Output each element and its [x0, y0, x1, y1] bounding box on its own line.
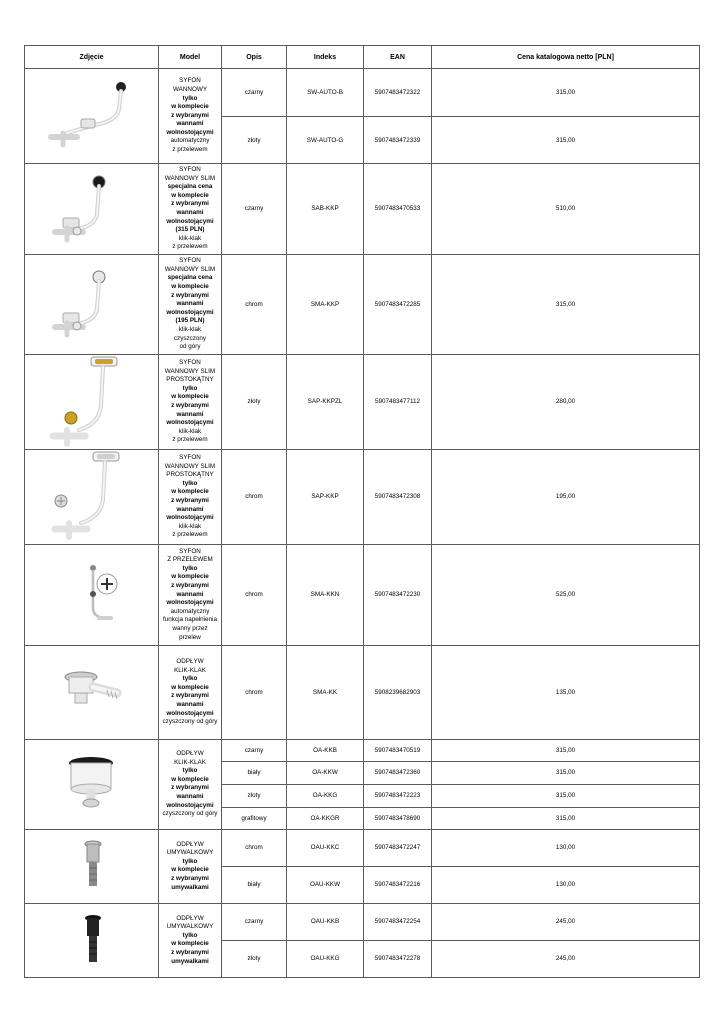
cell-opis: złoty	[222, 354, 287, 449]
product-model	[159, 903, 222, 977]
model-line: automatyczny	[170, 607, 210, 615]
bath-siphon-slim-chrome-icon	[25, 269, 158, 339]
cell-opis: biały	[222, 866, 287, 903]
product-photo	[25, 354, 159, 449]
cell-opis: grafitowy	[222, 807, 287, 829]
model-line: SYFON	[179, 547, 201, 555]
cell-ean: 5907483470533	[364, 164, 432, 255]
model-line: wolnostojącymi	[166, 419, 214, 427]
model-line: klik-klak	[178, 234, 202, 242]
model-line: z wybranymi	[171, 784, 209, 792]
cell-ean: 5907483470519	[364, 739, 432, 761]
cell-opis: czarny	[222, 739, 287, 761]
cell-ean: 5907483472339	[364, 117, 432, 164]
cell-opis: złoty	[222, 784, 287, 807]
bath-siphon-rectangular-gold-icon	[25, 356, 158, 448]
product-model	[159, 544, 222, 645]
product-photo	[25, 829, 159, 903]
cell-cena: 280,00	[432, 354, 700, 449]
cell-ean: 5907483472285	[364, 254, 432, 354]
cell-cena: 195,00	[432, 449, 700, 544]
header-photo: Zdjęcie	[25, 46, 159, 69]
model-line: od góry	[179, 343, 201, 351]
cell-ean: 5907483472322	[364, 69, 432, 117]
cell-cena: 315,00	[432, 784, 700, 807]
product-photo	[25, 164, 159, 255]
table-row	[25, 829, 700, 866]
model-line: ODPŁYW	[176, 840, 204, 848]
cell-opis: chrom	[222, 829, 287, 866]
model-line: wanny przez	[172, 625, 208, 633]
model-line: z wybranymi	[171, 291, 209, 299]
model-line: z przelewem	[172, 243, 208, 251]
model-line: tylko	[182, 94, 198, 102]
model-line: WANNOWY SLIM	[164, 174, 216, 182]
model-line: PROSTOKĄTNY	[166, 471, 214, 479]
cell-opis: chrom	[222, 544, 287, 645]
table-row	[25, 449, 700, 544]
model-line: automatyczny	[170, 137, 210, 145]
model-line: z wybranymi	[171, 111, 209, 119]
cell-indeks: OAU-KKC	[287, 829, 364, 866]
cell-ean: 5907483472360	[364, 761, 432, 784]
product-photo	[25, 903, 159, 977]
model-line: z przelewem	[172, 436, 208, 444]
model-line: z wybranymi	[171, 496, 209, 504]
model-line: wolnostojącymi	[166, 128, 214, 136]
model-line: SYFON	[179, 257, 201, 265]
model-line: z wybranymi	[171, 875, 209, 883]
product-model	[159, 69, 222, 164]
basin-waste-black-icon	[25, 912, 158, 968]
cell-cena: 130,00	[432, 866, 700, 903]
product-model	[159, 449, 222, 544]
model-line: WANNOWY SLIM	[164, 462, 216, 470]
cell-indeks: SMA-KKN	[287, 544, 364, 645]
model-line: specjalna cena	[167, 274, 213, 282]
model-line: wannami	[176, 590, 204, 598]
model-line: w komplecie	[171, 103, 209, 111]
table-row	[25, 354, 700, 449]
model-line: w komplecie	[171, 573, 209, 581]
model-line: wannami	[176, 300, 204, 308]
product-model	[159, 354, 222, 449]
cell-opis: czarny	[222, 164, 287, 255]
cell-indeks: SW-AUTO-G	[287, 117, 364, 164]
product-model	[159, 645, 222, 739]
table-row	[25, 69, 700, 117]
model-line: SYFON	[179, 453, 201, 461]
model-line: klik-klak	[178, 325, 202, 333]
model-line: tylko	[182, 931, 198, 939]
model-line: specjalna cena	[167, 183, 213, 191]
product-model	[159, 164, 222, 255]
model-line: wolnostojącymi	[166, 514, 214, 522]
model-line: z wybranymi	[171, 582, 209, 590]
cell-indeks: SMA-KKP	[287, 254, 364, 354]
model-line: WANNOWY SLIM	[164, 265, 216, 273]
model-line: KLIK-KLAK	[174, 758, 206, 766]
cell-indeks: OAU-KKW	[287, 866, 364, 903]
model-line: klik-klak	[178, 427, 202, 435]
model-line: ODPŁYW	[176, 750, 204, 758]
cell-indeks: OAU-KKG	[287, 940, 364, 977]
cell-opis: chrom	[222, 254, 287, 354]
model-line: z przelewem	[172, 531, 208, 539]
cell-indeks: SMA-KK	[287, 645, 364, 739]
model-line: WANNOWY SLIM	[164, 367, 216, 375]
model-line: czyszczony od góry	[162, 810, 218, 818]
bath-siphon-overflow-filling-icon	[25, 560, 158, 630]
model-line: funkcja napełnienia	[163, 616, 217, 624]
model-line: Z PRZELEWEM	[167, 556, 213, 564]
cell-indeks: SAP-KKP	[287, 449, 364, 544]
model-line: (195 PLN)	[175, 317, 205, 325]
model-line: wannami	[176, 505, 204, 513]
cell-ean: 5907483472247	[364, 829, 432, 866]
model-line: tylko	[182, 564, 198, 572]
cell-opis: chrom	[222, 449, 287, 544]
table-row	[25, 164, 700, 255]
cell-opis: czarny	[222, 69, 287, 117]
model-line: PROSTOKĄTNY	[166, 376, 214, 384]
model-line: z wybranymi	[171, 949, 209, 957]
model-line: wolnostojącymi	[166, 217, 214, 225]
product-model	[159, 829, 222, 903]
cell-ean: 5907483477112	[364, 354, 432, 449]
cell-indeks: OAU-KKB	[287, 903, 364, 940]
model-line: w komplecie	[171, 282, 209, 290]
model-line: wannami	[176, 120, 204, 128]
bath-siphon-slim-black-icon	[25, 174, 158, 244]
cell-ean: 5907483472278	[364, 940, 432, 977]
bath-siphon-rectangular-chrome-icon	[25, 451, 158, 543]
product-photo	[25, 645, 159, 739]
cell-cena: 315,00	[432, 117, 700, 164]
model-line: z wybranymi	[171, 692, 209, 700]
cell-ean: 5907483472230	[364, 544, 432, 645]
model-line: czyszczony od góry	[162, 718, 218, 726]
cell-cena: 245,00	[432, 940, 700, 977]
product-model	[159, 739, 222, 829]
product-photo	[25, 544, 159, 645]
model-line: z wybranymi	[171, 401, 209, 409]
shower-drain-click-clack-chrome-icon	[25, 657, 158, 727]
model-line: wannami	[176, 410, 204, 418]
cell-cena: 315,00	[432, 254, 700, 354]
model-line: umywalkami	[171, 957, 209, 965]
model-line: wolnostojącymi	[166, 801, 214, 809]
cell-ean: 5907483472216	[364, 866, 432, 903]
table-row	[25, 254, 700, 354]
cell-indeks: SAB-KKP	[287, 164, 364, 255]
model-line: (315 PLN)	[175, 226, 205, 234]
header-opis: Opis	[222, 46, 287, 69]
header-model: Model	[159, 46, 222, 69]
cell-cena: 315,00	[432, 69, 700, 117]
model-line: wolnostojącymi	[166, 709, 214, 717]
model-line: w komplecie	[171, 191, 209, 199]
model-line: czyszczony	[173, 334, 207, 342]
header-indeks: Indeks	[287, 46, 364, 69]
table-row	[25, 645, 700, 739]
cell-opis: czarny	[222, 903, 287, 940]
model-line: tylko	[182, 767, 198, 775]
model-line: z przelewem	[172, 146, 208, 154]
model-line: SYFON	[179, 166, 201, 173]
cell-opis: złoty	[222, 117, 287, 164]
bath-siphon-automatic-black-icon	[25, 81, 158, 151]
model-line: UMYWALKOWY	[166, 923, 214, 931]
table-row	[25, 903, 700, 940]
model-line: ODPŁYW	[176, 914, 204, 922]
cell-cena: 135,00	[432, 645, 700, 739]
model-line: klik-klak	[178, 522, 202, 530]
model-line: tylko	[182, 384, 198, 392]
model-line: SYFON	[179, 77, 201, 85]
cell-opis: biały	[222, 761, 287, 784]
header-cena: Cena katalogowa netto [PLN]	[432, 46, 700, 69]
table-header-row	[25, 46, 700, 69]
cell-indeks: OA-KKB	[287, 739, 364, 761]
shower-drain-click-clack-black-icon	[25, 749, 158, 819]
model-line: z wybranymi	[171, 200, 209, 208]
cell-indeks: SW-AUTO-B	[287, 69, 364, 117]
model-line: tylko	[182, 857, 198, 865]
cell-ean: 5907483478690	[364, 807, 432, 829]
model-line: wolnostojącymi	[166, 308, 214, 316]
product-photo	[25, 739, 159, 829]
cell-cena: 315,00	[432, 761, 700, 784]
table-row	[25, 739, 700, 761]
cell-cena: 525,00	[432, 544, 700, 645]
model-line: UMYWALKOWY	[166, 849, 214, 857]
cell-ean: 5907483472308	[364, 449, 432, 544]
cell-opis: złoty	[222, 940, 287, 977]
price-table	[24, 45, 700, 978]
model-line: wannami	[176, 208, 204, 216]
cell-cena: 315,00	[432, 739, 700, 761]
cell-indeks: OA-KKG	[287, 784, 364, 807]
cell-indeks: OA-KKW	[287, 761, 364, 784]
header-ean: EAN	[364, 46, 432, 69]
cell-cena: 510,00	[432, 164, 700, 255]
cell-cena: 245,00	[432, 903, 700, 940]
cell-cena: 130,00	[432, 829, 700, 866]
model-line: w komplecie	[171, 940, 209, 948]
model-line: w komplecie	[171, 393, 209, 401]
product-photo	[25, 69, 159, 164]
model-line: wannami	[176, 793, 204, 801]
model-line: w komplecie	[171, 683, 209, 691]
cell-indeks: OA-KKGR	[287, 807, 364, 829]
model-line: w komplecie	[171, 775, 209, 783]
model-line: wolnostojącymi	[166, 599, 214, 607]
table-body	[25, 69, 700, 978]
model-line: umywalkami	[171, 883, 209, 891]
product-model	[159, 254, 222, 354]
model-line: przelew	[179, 633, 201, 641]
model-line: tylko	[182, 675, 198, 683]
model-line: WANNOWY	[172, 85, 208, 93]
cell-indeks: SAP-KKPZL	[287, 354, 364, 449]
model-line: ODPŁYW	[176, 658, 204, 666]
cell-ean: 5908239682903	[364, 645, 432, 739]
cell-cena: 315,00	[432, 807, 700, 829]
product-photo	[25, 254, 159, 354]
cell-opis: chrom	[222, 645, 287, 739]
model-line: w komplecie	[171, 866, 209, 874]
model-line: w komplecie	[171, 488, 209, 496]
cell-ean: 5907483472254	[364, 903, 432, 940]
table-row	[25, 544, 700, 645]
model-line: SYFON	[179, 358, 201, 366]
model-line: KLIK-KLAK	[174, 666, 206, 674]
model-line: wannami	[176, 701, 204, 709]
basin-waste-chrome-icon	[25, 838, 158, 894]
model-line: tylko	[182, 479, 198, 487]
product-photo	[25, 449, 159, 544]
cell-ean: 5907483472223	[364, 784, 432, 807]
